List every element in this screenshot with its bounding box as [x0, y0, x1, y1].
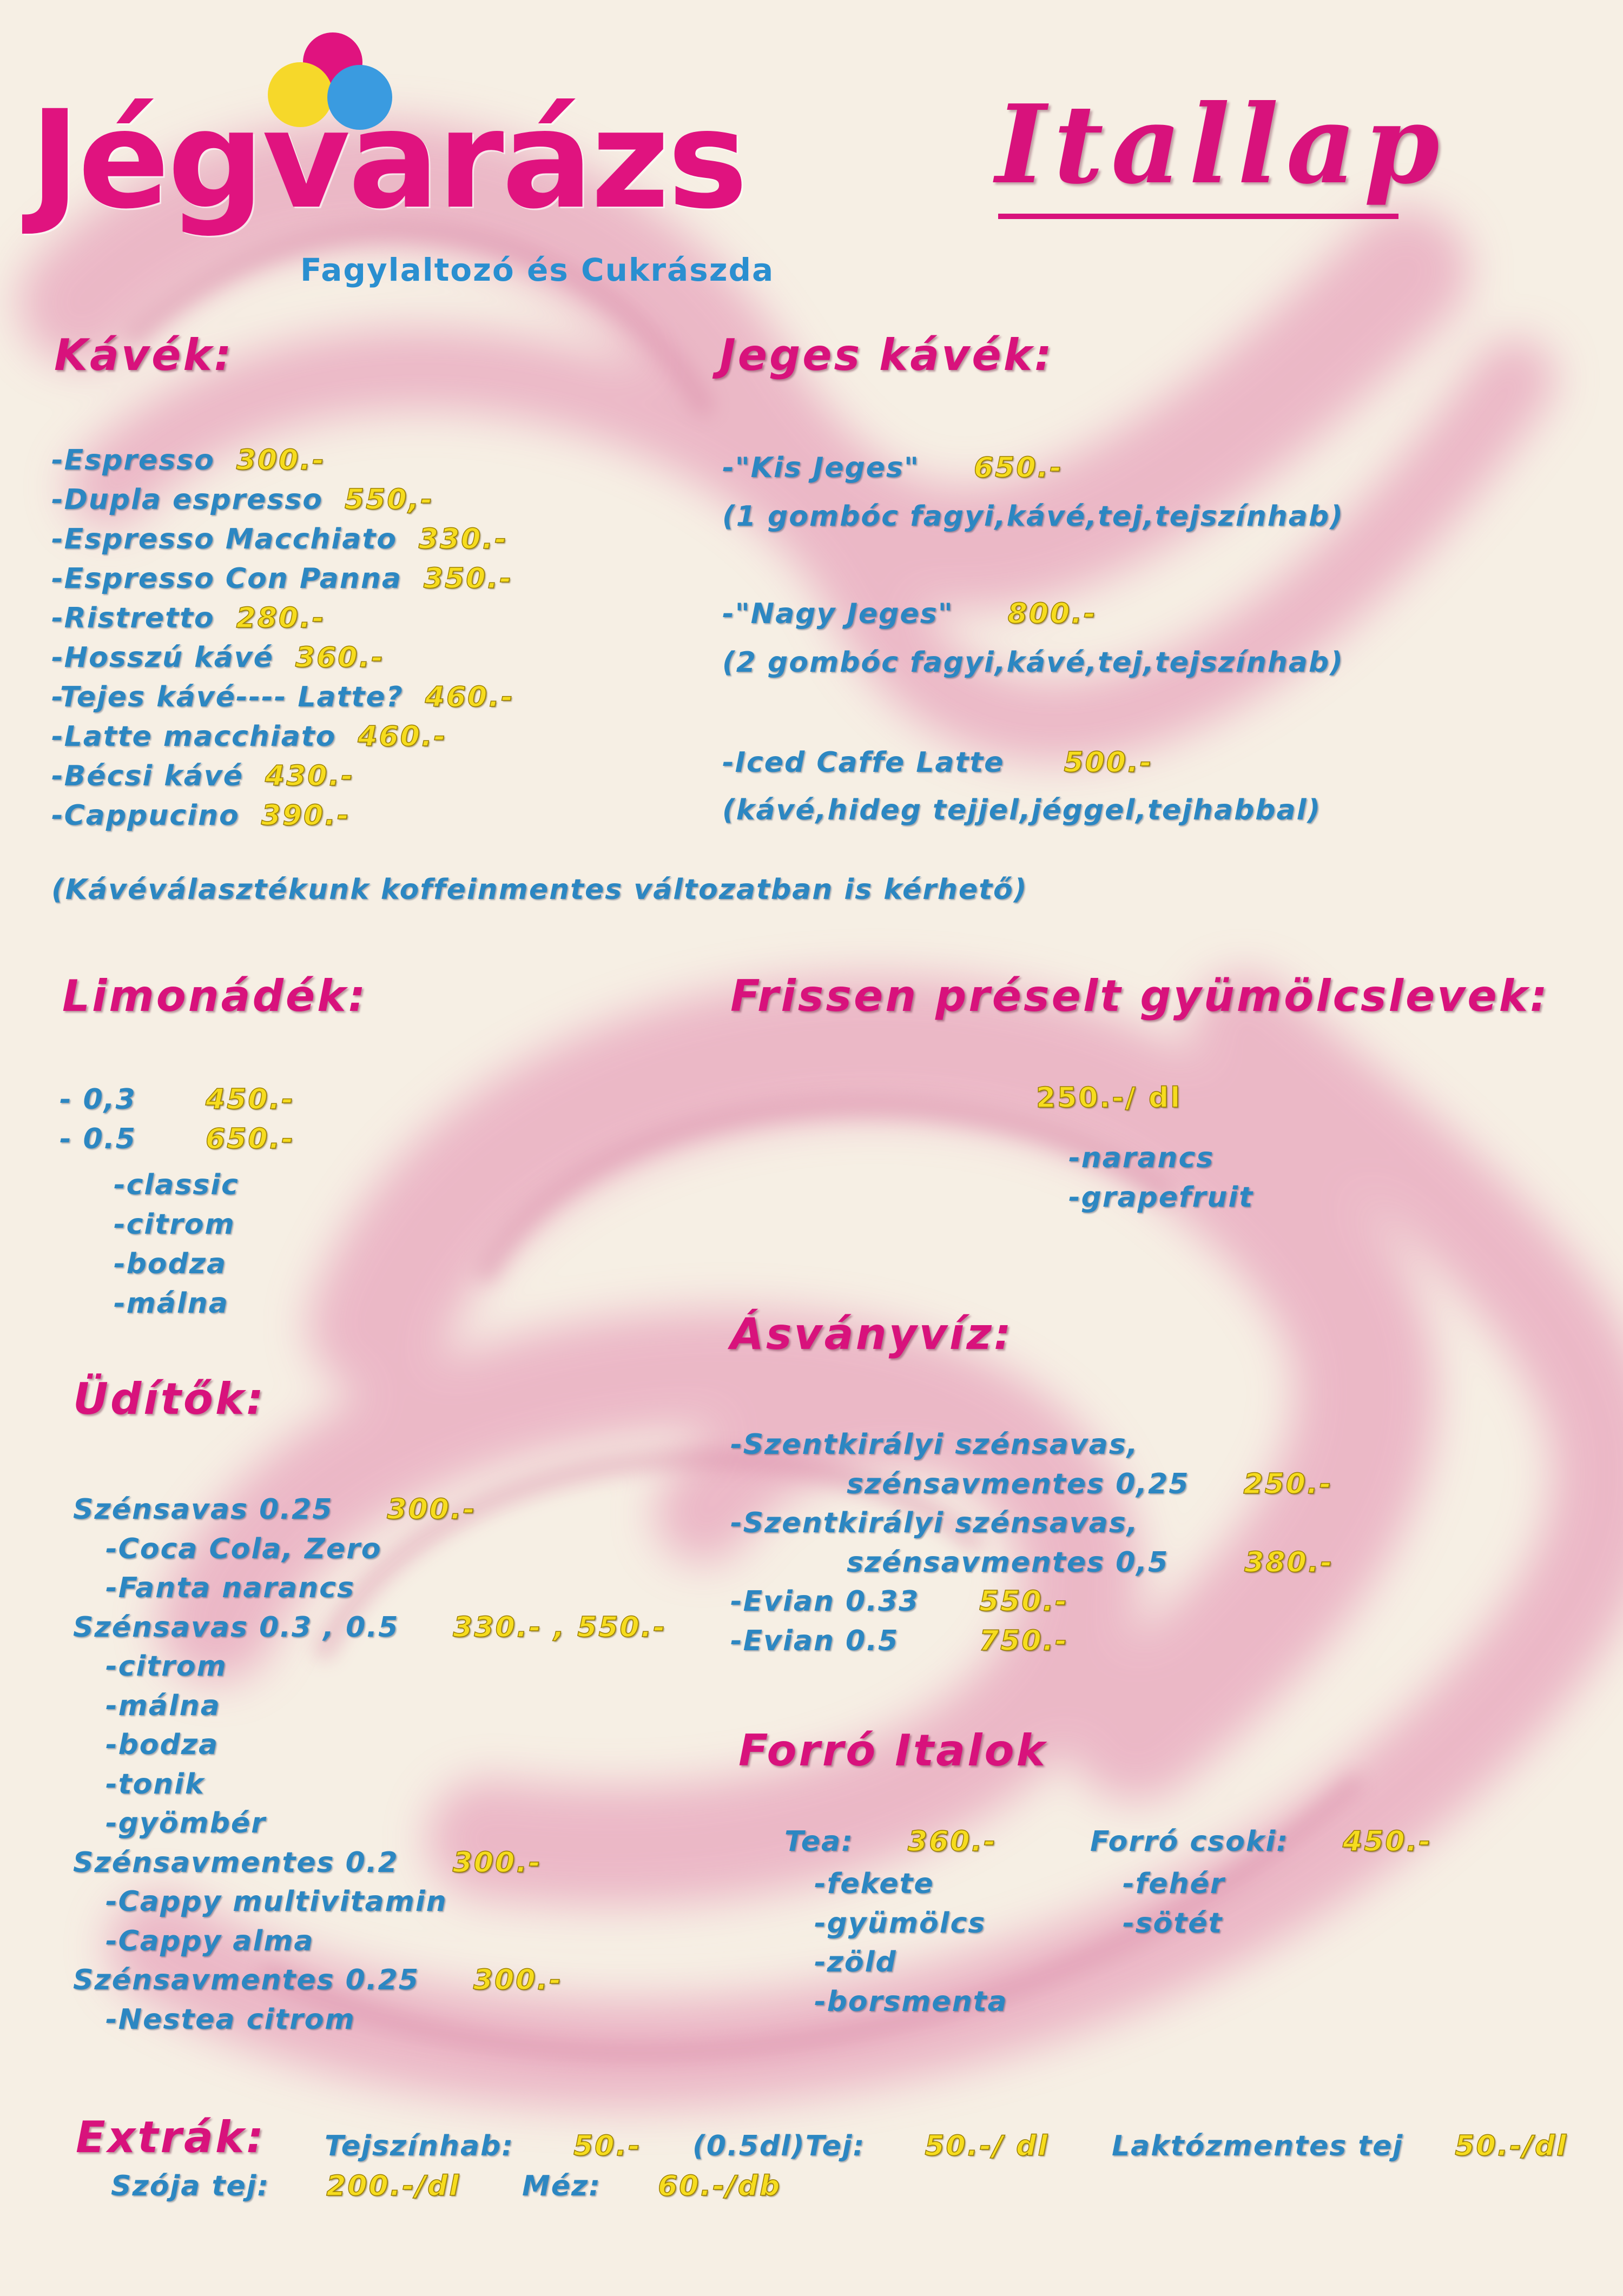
- item-name: -Tejes kávé---- Latte?: [51, 681, 404, 713]
- menu-item: [730, 1622, 1334, 1661]
- flavor-item: -málna: [114, 1287, 229, 1320]
- item-price: 650.-: [974, 452, 1063, 484]
- item-name: szénsavmentes 0,25: [847, 1467, 1190, 1500]
- item-name: Szénsavas 0.25: [73, 1493, 333, 1526]
- flavor-item: -fehér: [1123, 1868, 1225, 1900]
- tea-header: [784, 1825, 997, 1858]
- flavor-item: -sötét: [1123, 1907, 1223, 1940]
- section-title-uditok: Üdítők:: [73, 1374, 266, 1424]
- item-price: 330.- , 550.-: [453, 1611, 667, 1644]
- item-price: 390.-: [261, 799, 351, 832]
- flavor-item: -citrom: [114, 1208, 235, 1241]
- item-name: Szénsavas 0.3 , 0.5: [73, 1611, 399, 1644]
- brand-subtitle: Fagylaltozó és Cukrászda: [300, 252, 775, 288]
- item-name: -"Kis Jeges": [722, 452, 920, 484]
- flavor-item: -Fanta narancs: [105, 1572, 355, 1604]
- item-price: 300.-: [452, 1846, 542, 1879]
- menu-item: [730, 1582, 1334, 1622]
- menu-item: [73, 1490, 667, 1530]
- menu-item: [51, 678, 514, 717]
- item-price: 450.-: [206, 1083, 295, 1116]
- flavor-item: -Nestea citrom: [105, 2003, 355, 2036]
- limonade-flavors: [114, 1166, 239, 1324]
- flavor-item: -borsmenta: [814, 1985, 1008, 2018]
- item-name: (0.5dl)Tej:: [692, 2130, 866, 2162]
- flavor-item: -citrom: [105, 1650, 227, 1683]
- menu-title: Itallap: [995, 81, 1447, 208]
- brand-logo: Jégvarázs: [30, 81, 746, 239]
- item-name: -"Nagy Jeges": [722, 598, 954, 630]
- tea-flavors: [814, 1864, 1008, 2021]
- menu-item: [722, 746, 1153, 779]
- extra-item: [111, 2170, 460, 2202]
- menu-item: [51, 520, 514, 559]
- flavor-item: -grapefruit: [1068, 1181, 1253, 1214]
- item-price: 280.-: [236, 602, 326, 634]
- item-name: Tea:: [784, 1825, 854, 1858]
- item-price: 650.-: [206, 1123, 295, 1155]
- item-price: 300.-: [236, 444, 326, 477]
- menu-item: [60, 1123, 295, 1155]
- item-price: 200.-/dl: [326, 2170, 461, 2202]
- item-price: 500.-: [1064, 746, 1153, 779]
- item-name: Szénsavmentes 0.25: [73, 1964, 419, 1996]
- item-description: (2 gombóc fagyi,kávé,tej,tejszínhab): [722, 646, 1344, 679]
- menu-item: [51, 480, 514, 520]
- item-price: 60.-/db: [658, 2170, 782, 2202]
- menu-item: [51, 757, 514, 796]
- extra-item: [1112, 2130, 1568, 2162]
- item-name: -Cappucino: [51, 799, 240, 832]
- item-description: (kávé,hideg tejjel,jéggel,tejhabbal): [722, 794, 1322, 826]
- menu-item: [51, 441, 514, 480]
- flavor-item: -bodza: [105, 1729, 219, 1761]
- item-price: 50.-/dl: [1455, 2130, 1568, 2162]
- decaf-note: (Kávéválasztékunk koffeinmentes változatban is kérhető): [51, 874, 1028, 906]
- item-name: szénsavmentes 0,5: [847, 1546, 1169, 1579]
- flavor-item: -gyömbér: [105, 1807, 266, 1840]
- item-price: 50.-/ dl: [925, 2130, 1050, 2162]
- hot-chocolate-header: [1090, 1825, 1432, 1858]
- menu-item: [73, 1608, 667, 1647]
- item-price: 360.-: [907, 1825, 997, 1858]
- item-name: -Espresso: [51, 444, 215, 477]
- item-name: -Szentkirályi szénsavas,: [730, 1507, 1139, 1539]
- menu-item: [73, 1843, 667, 1883]
- item-price: 330.-: [418, 523, 508, 555]
- menu-item: [73, 1961, 667, 2000]
- section-title-forro: Forró Italok: [738, 1725, 1047, 1776]
- flavor-item: -zöld: [814, 1946, 897, 1979]
- item-price: 300.-: [473, 1964, 563, 1996]
- item-name: -Espresso Macchiato: [51, 523, 397, 555]
- item-price: 800.-: [1007, 598, 1097, 630]
- item-name: -Iced Caffe Latte: [722, 746, 1005, 779]
- item-price: 750.-: [979, 1624, 1068, 1657]
- item-price: 460.-: [358, 720, 447, 753]
- item-name: Forró csoki:: [1090, 1825, 1289, 1858]
- menu-item: [51, 599, 514, 638]
- item-price: 550,-: [345, 484, 434, 516]
- section-title-kavek: Kávék:: [54, 330, 234, 380]
- menu-item: [722, 598, 1097, 630]
- item-name: Szója tej:: [111, 2170, 270, 2202]
- item-price: 50.-: [573, 2130, 642, 2162]
- section-title-frissen: Frissen préselt gyümölcslevek:: [730, 971, 1549, 1021]
- section-title-jeges: Jeges kávék:: [720, 330, 1054, 380]
- item-name: -Espresso Con Panna: [51, 563, 402, 595]
- item-name: -Evian 0.33: [730, 1585, 920, 1618]
- flavor-item: -gyümölcs: [814, 1907, 986, 1940]
- flavor-item: -classic: [114, 1169, 239, 1201]
- item-name: -Hosszú kávé: [51, 641, 274, 674]
- item-price: 380.-: [1244, 1546, 1334, 1579]
- item-name: -Evian 0.5: [730, 1624, 899, 1657]
- item-name: -Dupla espresso: [51, 484, 323, 516]
- section-title-limonadek: Limonádék:: [62, 971, 368, 1021]
- uditok-list: [73, 1490, 667, 2039]
- item-name: -Bécsi kávé: [51, 760, 244, 792]
- flavor-item: -Cappy alma: [105, 1924, 314, 1957]
- item-name: Tejszínhab:: [325, 2130, 514, 2162]
- menu-item: [722, 452, 1063, 484]
- asvanyviz-list: [730, 1425, 1334, 1660]
- extra-item: [522, 2170, 781, 2202]
- item-name: Méz:: [522, 2170, 602, 2202]
- menu-item: [51, 717, 514, 757]
- menu-item: [60, 1083, 295, 1116]
- item-description: (1 gombóc fagyi,kávé,tej,tejszínhab): [722, 500, 1344, 533]
- menu-title-underline: [998, 214, 1398, 219]
- item-name: -Szentkirályi szénsavas,: [730, 1428, 1139, 1461]
- item-price: 350.-: [423, 563, 513, 595]
- item-name: Szénsavmentes 0.2: [73, 1846, 399, 1879]
- item-name: -Latte macchiato: [51, 720, 337, 753]
- item-price: 250.-: [1243, 1467, 1333, 1500]
- kavek-list: [51, 441, 514, 836]
- menu-item: [51, 559, 514, 599]
- item-price: 300.-: [387, 1493, 477, 1526]
- item-price: 450.-: [1343, 1825, 1432, 1858]
- flavor-item: -tonik: [105, 1768, 205, 1801]
- flavor-item: -bodza: [114, 1248, 227, 1280]
- extra-item: [692, 2130, 1049, 2162]
- menu-item: [51, 638, 514, 678]
- section-title-extrak: Extrák:: [76, 2112, 266, 2162]
- item-price: 460.-: [425, 681, 514, 713]
- hot-chocolate-flavors: [1123, 1864, 1225, 1943]
- menu-item: [730, 1465, 1334, 1504]
- item-price: 550.-: [979, 1585, 1068, 1618]
- item-name: -Ristretto: [51, 602, 215, 634]
- item-price: 430.-: [265, 760, 354, 792]
- item-name: - 0.5: [60, 1123, 136, 1155]
- section-title-asvanyviz: Ásványvíz:: [730, 1309, 1013, 1359]
- extra-item: [325, 2130, 642, 2162]
- menu-item: [730, 1543, 1334, 1583]
- item-price: 360.-: [295, 641, 385, 674]
- item-name: Laktózmentes tej: [1112, 2130, 1404, 2162]
- menu-item: [51, 796, 514, 836]
- flavor-item: -Cappy multivitamin: [105, 1885, 447, 1918]
- juice-price: 250.-/ dl: [1036, 1082, 1182, 1114]
- item-name: - 0,3: [60, 1083, 136, 1116]
- flavor-item: -narancs: [1068, 1142, 1215, 1174]
- flavor-item: -málna: [105, 1689, 221, 1722]
- flavor-item: -Coca Cola, Zero: [105, 1532, 382, 1565]
- juice-flavors: [1068, 1139, 1253, 1218]
- flavor-item: -fekete: [814, 1868, 934, 1900]
